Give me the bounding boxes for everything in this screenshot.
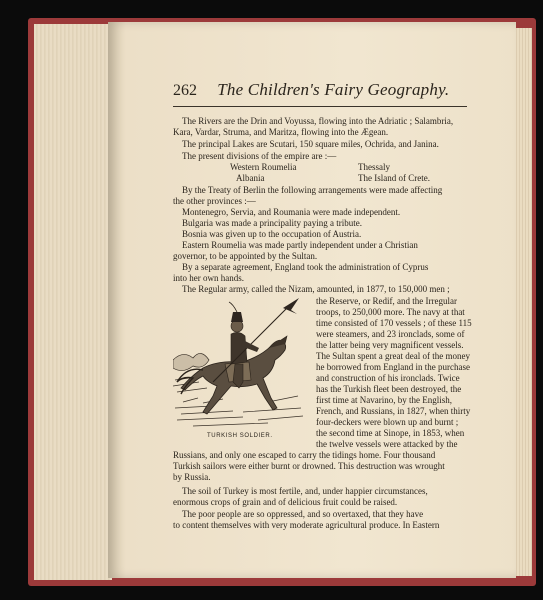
text-line: Russians, and only one escaped to carry the tidings home. Four thousand: [173, 450, 436, 460]
text-line: Montenegro, Servia, and Roumania were made independent.: [182, 207, 401, 217]
text-line: Bulgaria was made a principality paying a tribute.: [182, 218, 362, 228]
page-number: 262: [173, 82, 197, 99]
text-line: By the Treaty of Berlin the following arrangements were made affecting: [182, 185, 443, 195]
text-line: four-deckers were blown up and burnt ;: [316, 417, 459, 427]
text-line: The Regular army, called the Nizam, amounted, in 1877, to 150,000 men ;: [182, 284, 450, 294]
illustration-caption: TURKISH SOLDIER.: [207, 433, 273, 439]
header-rule: [173, 106, 467, 107]
text-line: The Rivers are the Drin and Voyussa, flowing into the Adriatic ; Salambria,: [182, 116, 454, 126]
text-line: time consisted of 170 vessels ; of these 115: [316, 318, 472, 328]
text-line: first time at Navarino, by the English,: [316, 395, 452, 405]
text-line: The poor people are so oppressed, and so overtaxed, that they have: [182, 509, 424, 519]
text-line: French, and Russians, in 1827, when thirty: [316, 406, 471, 416]
turkish-soldier-illustration: [173, 290, 306, 430]
text-line: The Sultan spent a great deal of the money: [316, 351, 470, 361]
running-header: [173, 80, 450, 106]
text-line: Western Roumelia: [230, 162, 297, 172]
text-line: Kara, Vardar, Struma, and Maritza, flowing into the Ægean.: [173, 127, 389, 137]
page-title: The Children's Fairy Geography.: [217, 80, 450, 99]
text-line: Eastern Roumelia was made partly independent under a Christian: [182, 240, 418, 250]
text-line: has the Turkish fleet been destroyed, the: [316, 384, 462, 394]
text-line: were steamers, and 23 ironclads, some of: [316, 329, 465, 339]
text-line: the Reserve, or Redif, and the Irregular: [316, 296, 457, 306]
text-line: he borrowed from England in the purchase: [316, 362, 470, 372]
text-line: to content themselves with very moderate agricultural produce. In Eastern: [173, 520, 440, 530]
text-line: and construction of his ironclads. Twice: [316, 373, 460, 383]
text-line: the latter being very magnificent vessels.: [316, 340, 464, 350]
text-line: The Island of Crete.: [358, 173, 430, 183]
text-line: by Russia.: [173, 472, 211, 482]
text-line: The principal Lakes are Scutari, 150 square miles, Ochrida, and Janina.: [182, 139, 439, 149]
left-page-edges: [34, 24, 112, 580]
text-line: Turkish sailors were either burnt or drowned. This destruction was wrought: [173, 461, 445, 471]
text-line: enormous crops of grain and of delicious fruit could be raised.: [173, 497, 398, 507]
text-line: Albania: [236, 173, 265, 183]
text-line: into her own hands.: [173, 273, 244, 283]
text-line: troops, to 250,000 more. The navy at that: [316, 307, 465, 317]
text-line: the second time at Sinope, in 1853, when: [316, 428, 465, 438]
text-line: The present divisions of the empire are :—: [182, 151, 337, 161]
right-page-edges: [514, 28, 532, 576]
text-line: the other provinces :—: [173, 196, 256, 206]
text-line: Thessaly: [358, 162, 390, 172]
text-line: The soil of Turkey is most fertile, and, under happier circumstances,: [182, 486, 428, 496]
text-line: Bosnia was given up to the occupation of Austria.: [182, 229, 362, 239]
text-line: governor, to be appointed by the Sultan.: [173, 251, 318, 261]
text-line: By a separate agreement, England took the administration of Cyprus: [182, 262, 429, 272]
text-line: the twelve vessels were attacked by the: [316, 439, 458, 449]
